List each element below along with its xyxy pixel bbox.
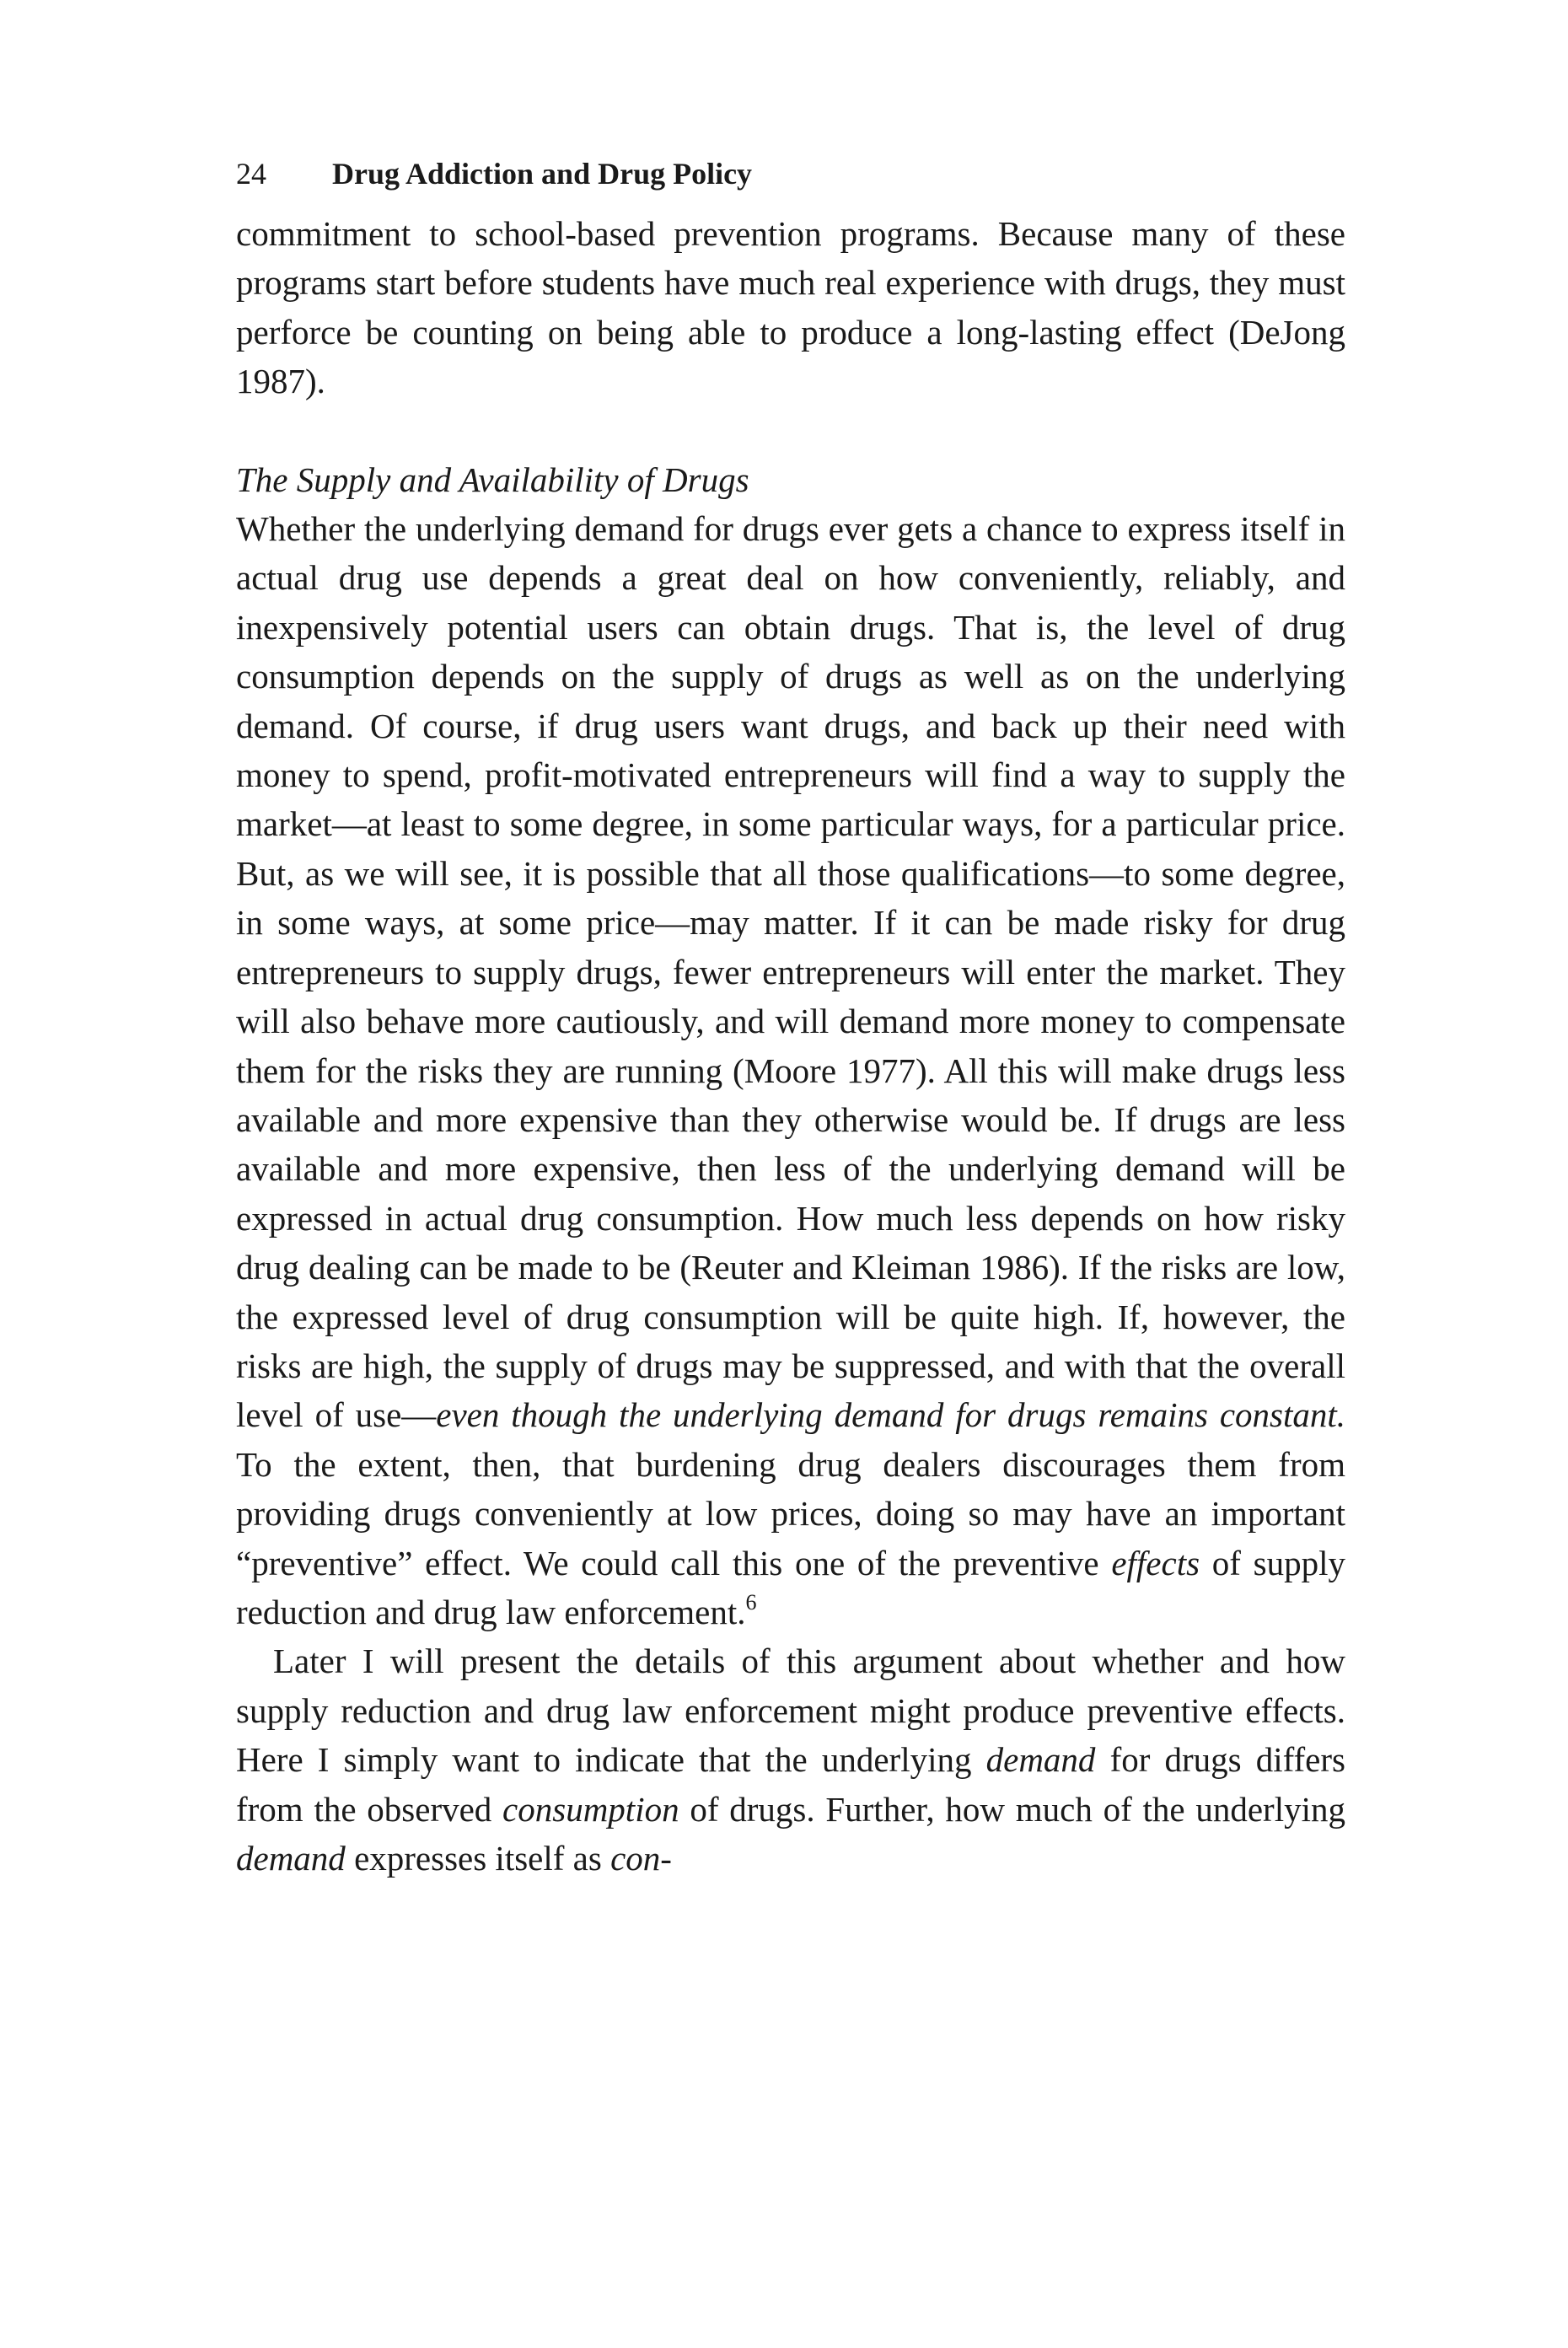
paragraph-text: Whether the underlying demand for drugs ever gets a chance to express itself in actual drug use depends a great deal on how conveniently, reliably, and inexpensively potential users can obtain drugs. That is, the level of drug consumption depends on the supply of drugs as well as on the underlying demand. Of course, if drug users want drugs, and back up their need with money to spend, profit-motivated entrepreneurs will find a way to supply the market—at least to some degree, in some particular ways, for a particular price. But, as we will see, it is possible that all those qualifications—to some degree, in some ways, at some price—may matter. If it can be made risky for drug entrepreneurs to supply drugs, fewer entrepreneurs will enter the market. They will also behave more cautiously, and will demand more money to compensate them for the risks they are running (Moore 1977). All this will make drugs less available and more expensive than they otherwise would be. If drugs are less available and more expensive, then less of the underlying demand will be expressed in actual drug consumption. How much less depends on how risky drug dealing can be made to be (Reuter and Kleiman 1986). If the risks are low, the expressed level of drug consumption will be quite high. If, however, the risks are high, the supply of drugs may be suppressed, and with that the overall level of use— [236, 509, 1345, 1435]
paragraph-text: of drugs. Further, how much of the underlying [679, 1789, 1345, 1829]
paragraph-text: for drugs differs from the observed [236, 1740, 1345, 1829]
paragraph-continuation: commitment to school-based prevention programs. Because many of these programs start before students have much real experience with drugs, they must perforce be counting on being able to produce a long-lasting effect (DeJong 1987). [236, 214, 1345, 401]
footnote-reference: 6 [745, 1589, 757, 1615]
italic-emphasis: con- [610, 1839, 672, 1878]
italic-emphasis: consumption [502, 1789, 679, 1829]
page-number: 24 [236, 157, 266, 191]
section-heading: The Supply and Availability of Drugs [236, 459, 749, 499]
running-head [236, 153, 1345, 194]
italic-emphasis: demand [985, 1740, 1096, 1780]
paragraph-supply [236, 504, 1345, 1636]
italic-emphasis: effects [1111, 1543, 1200, 1582]
italic-emphasis: demand [236, 1839, 346, 1878]
paragraph-text: of supply reduction and drug law enforcement. [236, 1543, 1345, 1631]
paragraph-text: To the extent, then, that burdening drug dealers discourages them from providing drugs conveniently at low prices, doing so may have an important “preventive” effect. We could call this one of the preventive [236, 1444, 1345, 1582]
paragraph-text: Later I will present the details of this argument about whether and how supply reduction and drug law enforcement might produce preventive effects. Here I simply want to indicate that the underlying [236, 1641, 1345, 1780]
paragraph-later [236, 1636, 1345, 1883]
italic-emphasis: even though the underlying demand for drugs remains constant. [436, 1395, 1346, 1435]
paragraph-text: expresses itself as [345, 1839, 611, 1878]
book-page [236, 153, 1345, 1883]
running-title: Drug Addiction and Drug Policy [332, 157, 753, 191]
